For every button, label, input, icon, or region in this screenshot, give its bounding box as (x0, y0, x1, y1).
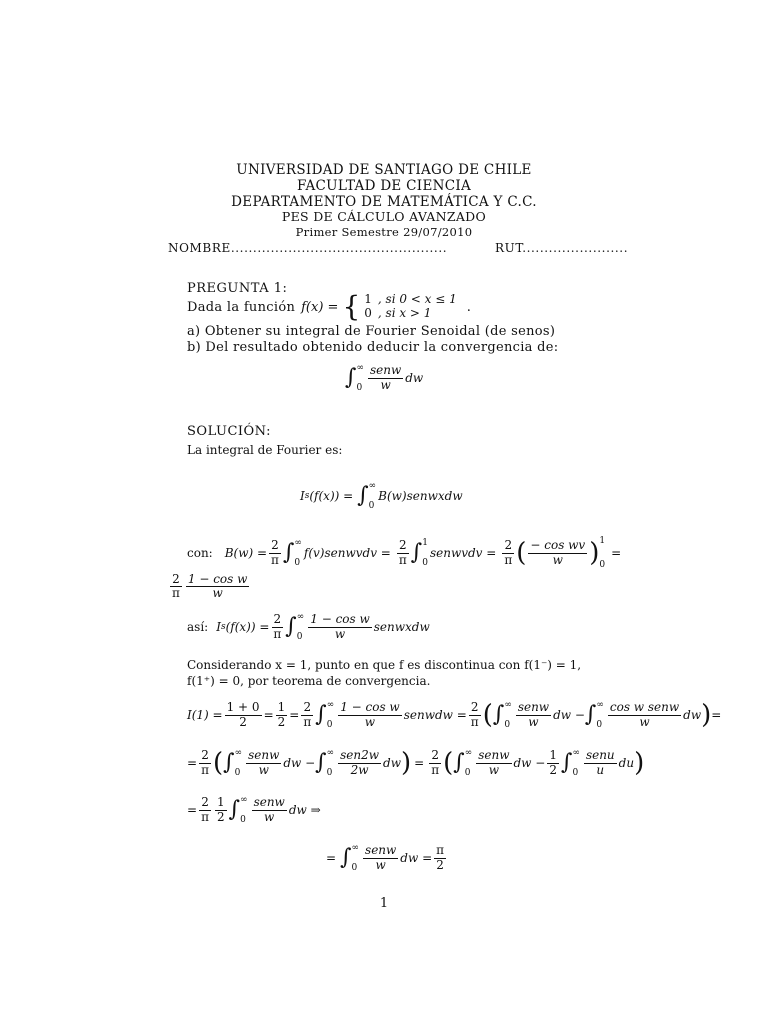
frac-den: w (639, 714, 650, 729)
function-definition (187, 290, 471, 323)
dw-minus: dw − (283, 756, 316, 770)
upper-limit: ∞ (351, 843, 360, 853)
i1-equation (187, 700, 721, 730)
case-dot: . (466, 299, 471, 315)
frac-num: 1 (549, 748, 557, 763)
function-name: f(x) = (301, 299, 339, 315)
brace-icon: { (342, 290, 361, 323)
final-result (326, 843, 448, 873)
lower-limit: 0 (326, 768, 333, 778)
frac-num: 2 (201, 795, 209, 810)
integral-icon: ∫ (282, 540, 295, 565)
case1-condition: , si 0 < x ≤ 1 (377, 292, 457, 307)
result-denominator: w (212, 586, 223, 601)
upper-limit: ∞ (504, 700, 512, 710)
equals: = (414, 756, 425, 770)
frac-num: senw (365, 843, 397, 858)
frac-num: senw (248, 748, 280, 763)
is-argument: (f(x)) = (225, 620, 270, 634)
name-field: NOMBRE................................................. (168, 241, 448, 255)
frac-den: π (303, 714, 312, 729)
frac-den: π (504, 552, 513, 567)
bw-result (168, 573, 251, 600)
frac-den: 2 (239, 714, 247, 729)
considering-line1: Considerando x = 1, punto en que f es discontinua con f(1⁻) = 1, (187, 658, 582, 672)
lower-limit: 0 (422, 558, 428, 568)
upper-limit: ∞ (296, 612, 305, 622)
integrand: B(w)senwxdw (378, 489, 463, 503)
right-paren: ) (701, 700, 712, 730)
frac-den: 2w (350, 762, 369, 777)
department-title: DEPARTAMENTO DE MATEMÁTICA Y C.C. (231, 194, 537, 210)
asi-label: así: (187, 620, 209, 634)
frac-num: 1 + 0 (226, 700, 260, 715)
part-a: a) Obtener su integral de Fourier Senoidal (de senos) (187, 324, 556, 339)
lower-limit: 0 (356, 383, 363, 393)
right-paren: ) (401, 748, 412, 778)
left-paren: ( (482, 700, 493, 730)
frac-den: 2 (216, 809, 225, 824)
frac-num: 2 (273, 612, 282, 627)
is-subscript: s (220, 622, 226, 632)
frac-den: π (273, 626, 282, 641)
frac-num: senw (517, 700, 550, 715)
lower-limit: 0 (368, 501, 375, 511)
right-paren: ) (589, 538, 600, 568)
lower-limit: 0 (464, 768, 471, 778)
asi-integrand: senwxdw (373, 620, 430, 634)
frac-den: w (334, 626, 346, 641)
question-title: PREGUNTA 1: (187, 281, 288, 296)
lower-limit: 0 (351, 863, 358, 873)
implication-equation (187, 795, 321, 825)
upper-limit: 1 (422, 538, 428, 548)
piecewise-cases (364, 293, 456, 321)
integral-icon: ∫ (357, 483, 369, 508)
solution-title: SOLUCIÓN: (187, 424, 271, 439)
final-rhs: dw = (400, 851, 433, 865)
integral-icon: ∫ (315, 702, 327, 727)
dw-minus: dw − (513, 756, 546, 770)
frac-den: u (596, 762, 605, 777)
solution-intro: La integral de Fourier es: (187, 443, 343, 457)
frac-num: 2 (271, 538, 279, 553)
frac-num: 2 (303, 700, 312, 715)
upper-limit: ∞ (596, 700, 604, 710)
case2-condition: , si x > 1 (377, 306, 432, 320)
equals: = (611, 546, 622, 560)
frac-den: w (488, 762, 499, 777)
result-numerator: 1 − cos w (187, 572, 248, 586)
case2-value: 0 (364, 306, 372, 320)
du: du (618, 756, 635, 770)
is-symbol: I (300, 489, 305, 503)
equals: = (187, 803, 198, 817)
upper-limit: ∞ (294, 538, 302, 548)
upper-limit: ∞ (368, 481, 377, 491)
equals: = (289, 708, 300, 722)
frac-num: 1 (277, 700, 286, 715)
frac-num: 1 − cos w (340, 700, 400, 715)
cos-denominator: w (552, 552, 563, 567)
senwdw: senwdw = (403, 708, 467, 722)
frac-num: 2 (470, 700, 479, 715)
equals: = (711, 708, 722, 722)
frac-den: π (398, 552, 407, 567)
faculty-title: FACULTAD DE CIENCIA (296, 178, 472, 194)
lower-limit: 0 (326, 720, 333, 730)
frac-den: w (364, 714, 376, 729)
integral-icon: ∫ (453, 750, 465, 775)
rut-field: RUT........................ (495, 241, 629, 255)
frac-num: π (436, 843, 445, 858)
frac-den: 2 (436, 857, 444, 872)
frac-num: senw (478, 748, 510, 763)
left-paren: ( (443, 748, 454, 778)
upper-limit: ∞ (464, 748, 473, 758)
lower-limit: 0 (234, 768, 241, 778)
dw: dw (383, 756, 401, 770)
lower-limit: 0 (294, 558, 301, 568)
left-paren: ( (516, 538, 527, 568)
case1-value: 1 (364, 292, 372, 307)
cos-numerator: − cos wv (530, 538, 586, 553)
frac-num: 1 (216, 795, 225, 810)
fourier-integral-eq (300, 481, 463, 511)
integral-icon: ∫ (345, 365, 357, 390)
left-paren: ( (212, 748, 224, 778)
university-title: UNIVERSIDAD DE SANTIAGO DE CHILE (236, 162, 532, 178)
integral-differential: dw (405, 371, 424, 385)
dw-minus: dw − (553, 708, 585, 722)
integral-icon: ∫ (340, 845, 352, 870)
integral-icon: ∫ (315, 750, 327, 775)
integral-icon: ∫ (285, 614, 297, 639)
frac-num: 2 (431, 748, 439, 763)
lower-limit: 0 (504, 720, 511, 730)
frac-den: π (271, 552, 279, 567)
frac-num: sen2w (340, 748, 380, 763)
implies: dw ⇒ (288, 803, 321, 817)
bw-equation (187, 536, 621, 570)
frac-den: π (201, 762, 209, 777)
frac-den: π (431, 762, 440, 777)
lower-limit: 0 (240, 815, 246, 825)
integral-icon: ∫ (492, 702, 505, 727)
integral-icon: ∫ (584, 702, 597, 727)
frac-den: w (258, 762, 269, 777)
integrand-numerator: senw (369, 363, 402, 378)
integrand-denominator: w (380, 377, 391, 392)
frac-num: 1 − cos w (310, 612, 370, 627)
frac-num: 2 (172, 572, 180, 586)
is-subscript: s (304, 491, 310, 501)
upper-limit: ∞ (572, 748, 580, 758)
upper-limit: ∞ (326, 748, 335, 758)
frac-num: 2 (201, 748, 209, 763)
frac-num: 2 (398, 538, 407, 553)
upper-limit: ∞ (356, 363, 364, 373)
equals: = (326, 851, 337, 865)
i1-lhs: I(1) = (187, 708, 223, 722)
frac-den: w (264, 809, 275, 824)
integral-icon: ∫ (228, 797, 241, 822)
considering-line2: f(1⁺) = 0, por teorema de convergencia. (187, 674, 431, 688)
frac-den: w (528, 714, 539, 729)
equals: = (187, 756, 198, 770)
semester-date: Primer Semestre 29/07/2010 (295, 225, 473, 239)
lower-limit: 0 (572, 768, 579, 778)
frac-num: cos w senw (609, 700, 680, 715)
con-label: con: (187, 546, 213, 560)
is-argument: (f(x)) = (309, 489, 354, 503)
sin-integrand: senwvdv = (429, 546, 497, 560)
equals: = (263, 708, 274, 722)
frac-den: w (375, 857, 386, 872)
is-symbol: I (216, 620, 221, 634)
upper-limit: 1 (599, 536, 606, 546)
frac-den: π (172, 586, 180, 601)
frac-num: senw (253, 795, 285, 810)
page-number: 1 (379, 896, 389, 911)
upper-limit: ∞ (326, 700, 335, 710)
upper-limit: ∞ (234, 748, 243, 758)
lower-limit: 0 (296, 632, 303, 642)
integral-icon: ∫ (223, 750, 235, 775)
frac-num: senu (585, 748, 615, 763)
integral-icon: ∫ (410, 540, 423, 565)
function-intro: Dada la función (187, 299, 296, 315)
sen2w-equation (187, 748, 644, 778)
integral-icon: ∫ (560, 750, 573, 775)
frac-den: π (201, 809, 209, 824)
fv-integrand: f(v)senwvdv = (303, 546, 391, 560)
frac-num: 2 (504, 538, 513, 553)
convergence-integral (345, 363, 423, 393)
lower-limit: 0 (596, 720, 603, 730)
dw: dw (683, 708, 702, 722)
right-paren: ) (634, 748, 645, 778)
bw-lhs: B(w) = (224, 546, 268, 560)
upper-limit: ∞ (240, 795, 248, 805)
lower-limit: 0 (599, 560, 606, 570)
frac-den: π (470, 714, 479, 729)
part-b: b) Del resultado obtenido deducir la convergencia de: (187, 340, 559, 355)
exam-title: PES DE CÁLCULO AVANZADO (281, 209, 487, 224)
frac-den: 2 (277, 714, 286, 729)
frac-den: 2 (549, 762, 557, 777)
asi-equation (187, 612, 430, 642)
